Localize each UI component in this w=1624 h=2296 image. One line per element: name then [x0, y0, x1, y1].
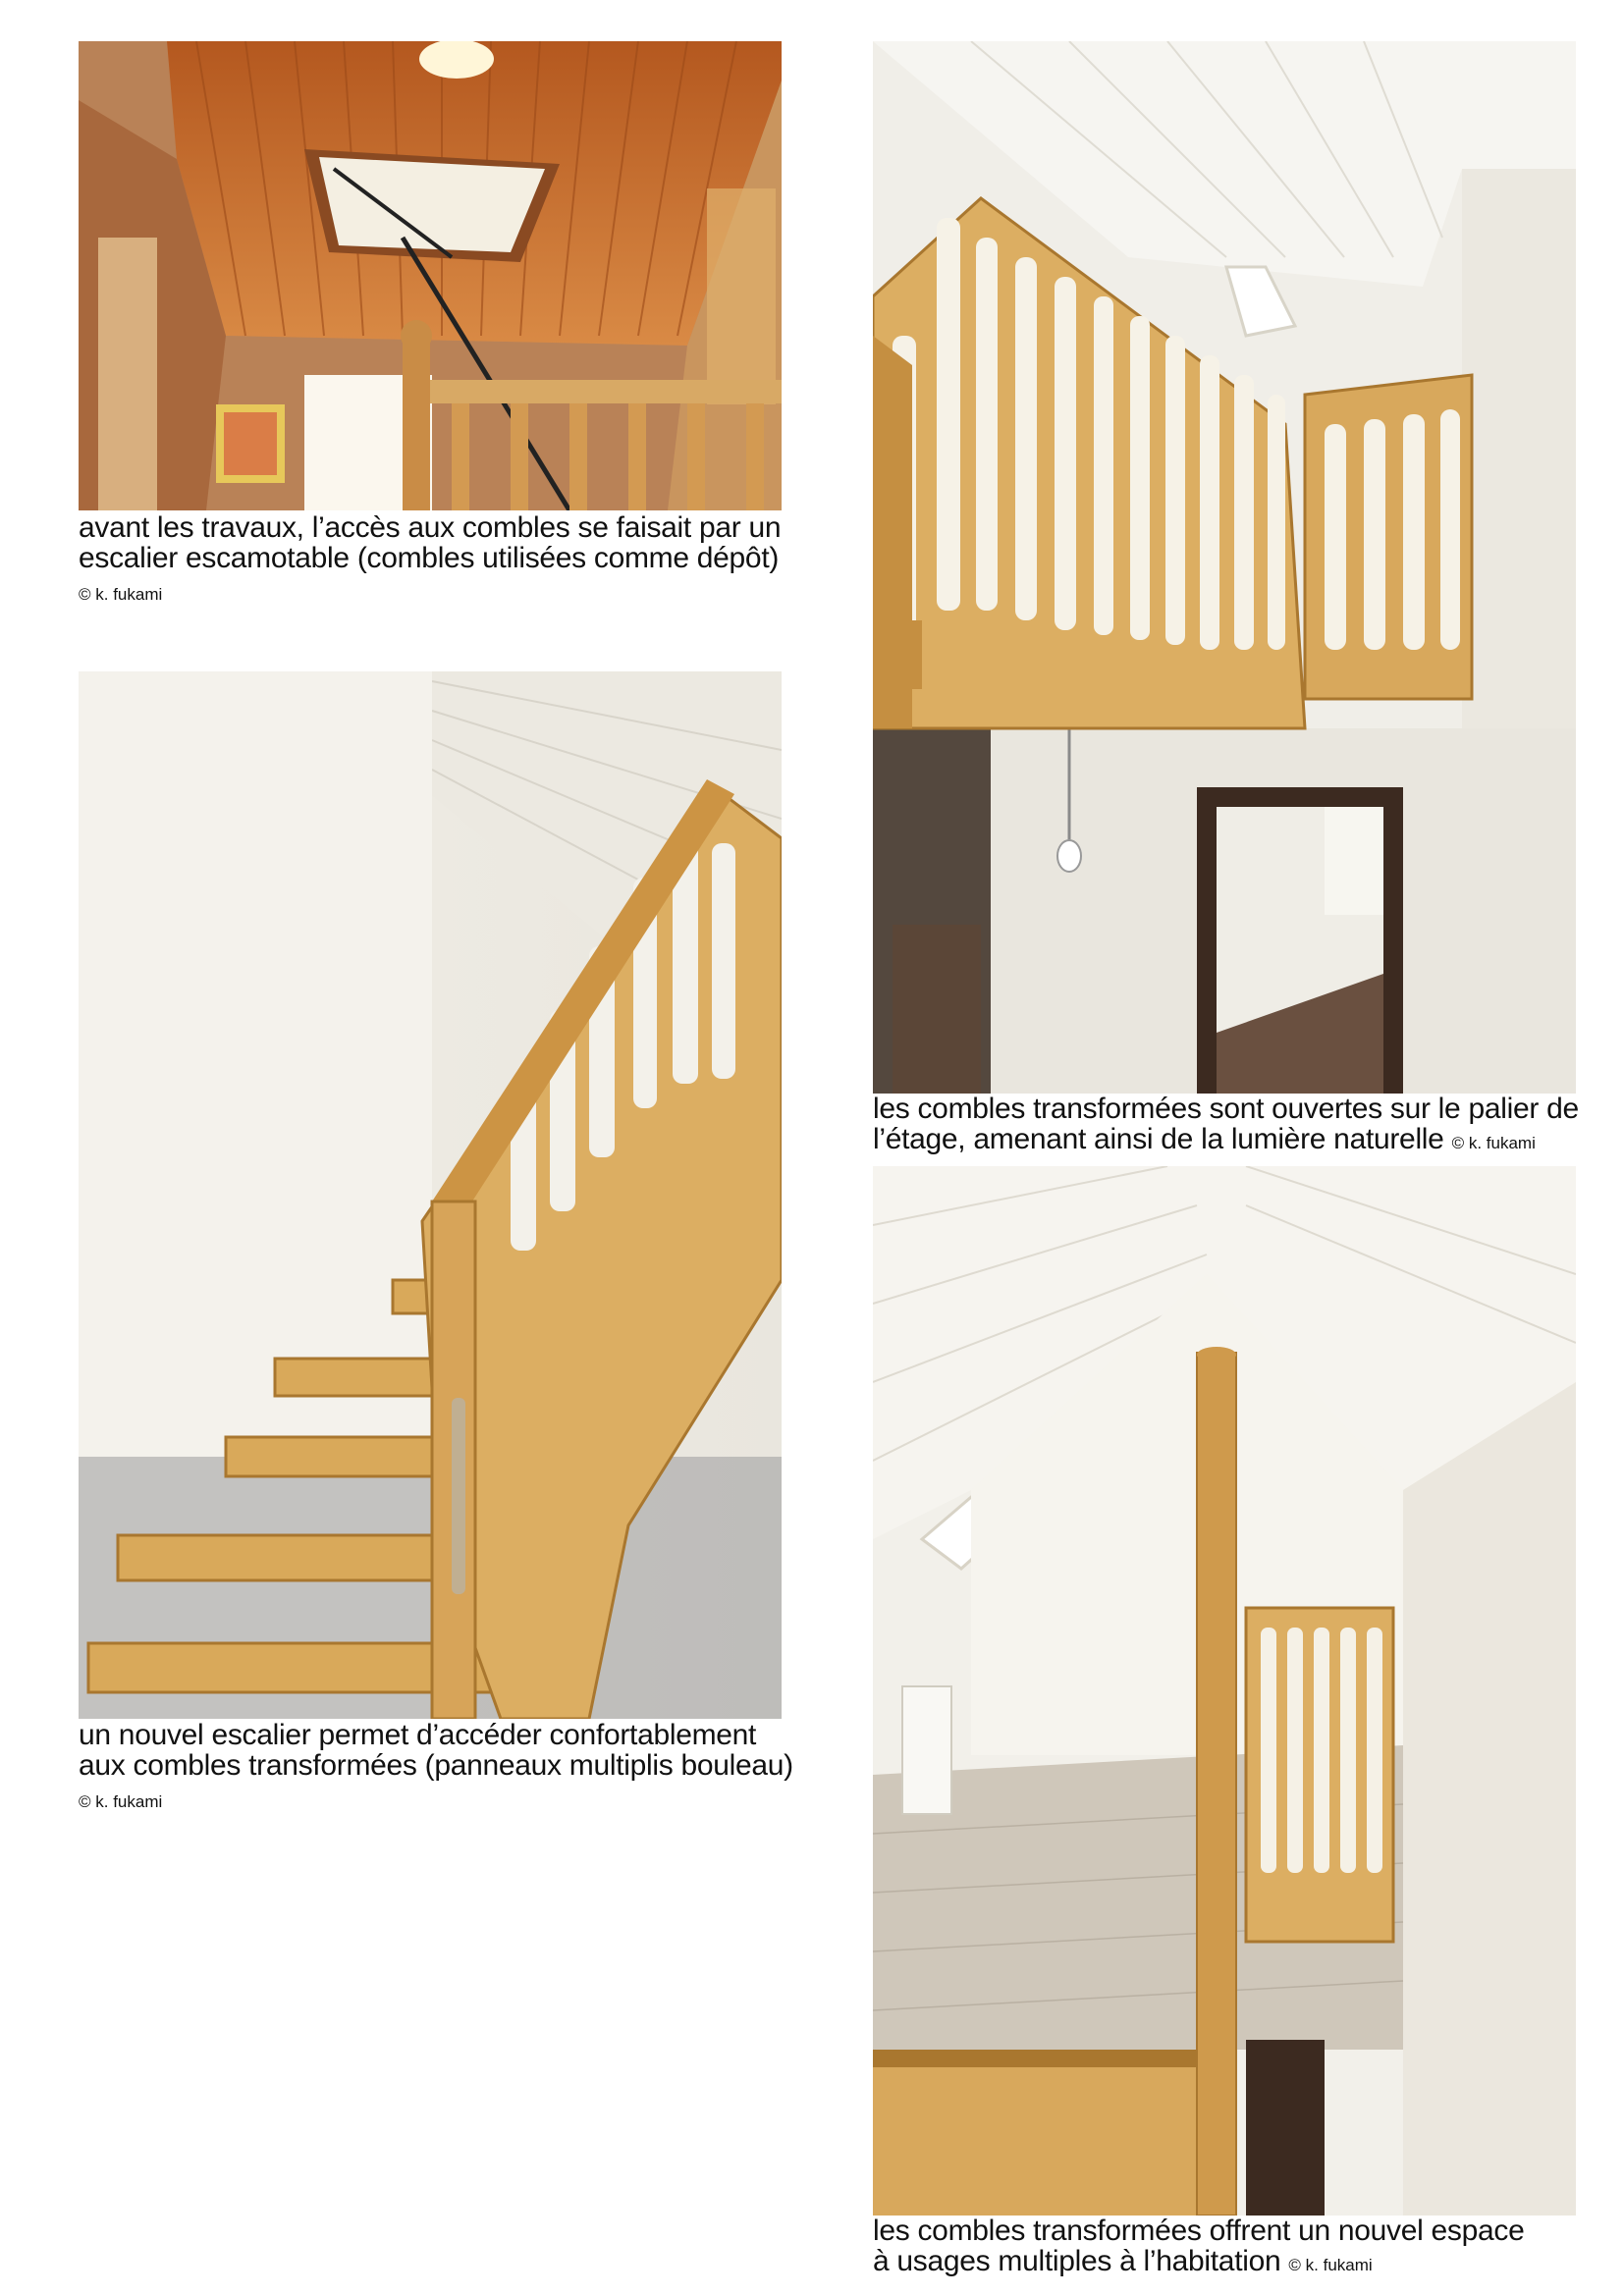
- photo4-caption-line-2: à usages multiples à l’habitation: [873, 2245, 1281, 2277]
- photo4-caption: [873, 2216, 1524, 2280]
- photo4-caption-line-2-row: [873, 2246, 1524, 2280]
- photo3-credit: © k. fukami: [1451, 1134, 1536, 1152]
- photo1-caption-line-1: avant les travaux, l’accès aux combles se faisait par un: [79, 511, 782, 544]
- photo2-caption-line-1: un nouvel escalier permet d’accéder confortablement: [79, 1719, 757, 1751]
- photo-old-attic-hatch: [79, 41, 782, 510]
- photo3-caption-line-2: l’étage, amenant ainsi de la lumière naturelle: [873, 1123, 1444, 1155]
- photo1-credit: © k. fukami: [79, 585, 163, 604]
- photo2-credit: © k. fukami: [79, 1792, 163, 1811]
- photo1-caption: [79, 512, 781, 610]
- photo4-caption-line-1: les combles transformées offrent un nouvel espace: [873, 2215, 1525, 2247]
- photo-attic-open-landing: [873, 41, 1576, 1094]
- photo2-caption: [79, 1720, 793, 1817]
- photo-attic-new-space: [873, 1166, 1576, 2216]
- photo4-credit: © k. fukami: [1288, 2256, 1373, 2274]
- photo2-caption-line-2: aux combles transformées (panneaux multiplis bouleau): [79, 1749, 793, 1782]
- photo3-caption-line-2-row: [873, 1124, 1579, 1158]
- photo-new-staircase: [79, 671, 782, 1719]
- photo3-caption-line-1: les combles transformées sont ouvertes sur le palier de: [873, 1093, 1579, 1125]
- photo1-caption-line-2: escalier escamotable (combles utilisées comme dépôt): [79, 542, 780, 574]
- photo3-caption: [873, 1094, 1579, 1158]
